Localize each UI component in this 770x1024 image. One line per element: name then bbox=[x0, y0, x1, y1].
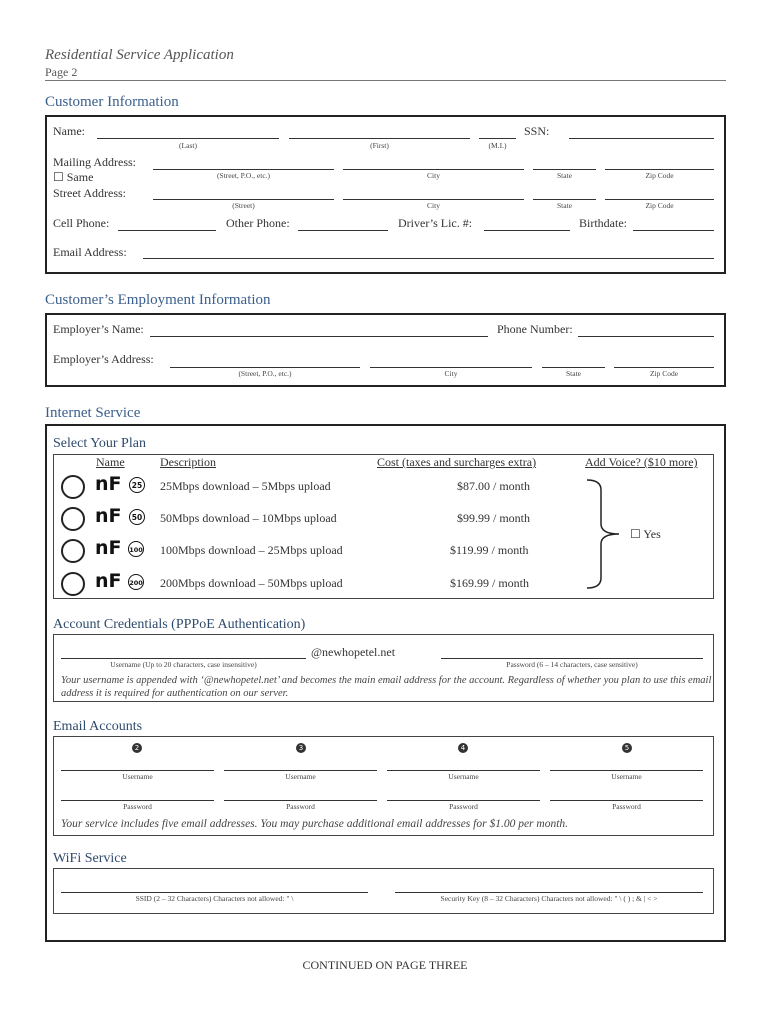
employer-name-field[interactable] bbox=[150, 336, 488, 337]
street-state-field[interactable] bbox=[533, 199, 596, 200]
email-5-password-field[interactable] bbox=[550, 800, 703, 801]
first-name-caption: (First) bbox=[370, 141, 389, 150]
street-zip-caption: Zip Code bbox=[645, 201, 674, 210]
plan-200-description: 200Mbps download – 50Mbps upload bbox=[160, 576, 343, 590]
email-2-username-caption: Username bbox=[122, 772, 153, 781]
mailing-zip-caption: Zip Code bbox=[645, 171, 674, 180]
plan-50-description: 50Mbps download – 10Mbps upload bbox=[160, 511, 337, 525]
email-3-username-field[interactable] bbox=[224, 770, 377, 771]
username-caption: Username (Up to 20 characters, case insensitive) bbox=[110, 660, 257, 669]
same-address-checkbox[interactable]: ☐ Same bbox=[53, 170, 94, 184]
col-description-header: Description bbox=[160, 455, 216, 469]
password-caption: Password (6 – 14 characters, case sensitive) bbox=[506, 660, 638, 669]
cell-phone-field[interactable] bbox=[118, 230, 216, 231]
page-number: Page 2 bbox=[45, 65, 78, 79]
street-address-label: Street Address: bbox=[53, 186, 126, 200]
header-rule bbox=[45, 80, 726, 81]
plan-25-logo: nF bbox=[95, 473, 122, 495]
col-voice-header: Add Voice? ($10 more) bbox=[585, 455, 698, 469]
email-3-password-field[interactable] bbox=[224, 800, 377, 801]
email-2-username-field[interactable] bbox=[61, 770, 214, 771]
plan-200-cost: $169.99 / month bbox=[450, 576, 530, 590]
mailing-street-field[interactable] bbox=[153, 169, 334, 170]
continued-note: CONTINUED ON PAGE THREE bbox=[302, 958, 468, 972]
last-name-field[interactable] bbox=[97, 138, 279, 139]
employer-phone-label: Phone Number: bbox=[497, 322, 573, 336]
employer-zip-field[interactable] bbox=[614, 367, 714, 368]
email-4-username-caption: Username bbox=[448, 772, 479, 781]
email-accounts-note: Your service includes five email addresses. You may purchase additional email addresses for $1.00 per month. bbox=[61, 818, 569, 830]
ssn-label: SSN: bbox=[524, 124, 550, 138]
employer-city-field[interactable] bbox=[370, 367, 532, 368]
email-4-number: 4 bbox=[458, 743, 468, 753]
employer-city-caption: City bbox=[444, 369, 458, 378]
first-name-field[interactable] bbox=[289, 138, 470, 139]
email-address-field[interactable] bbox=[143, 258, 714, 259]
email-accounts-title: Email Accounts bbox=[53, 719, 143, 734]
wifi-box bbox=[53, 868, 714, 914]
email-5-username-field[interactable] bbox=[550, 770, 703, 771]
email-address-label: Email Address: bbox=[53, 245, 127, 259]
employer-zip-caption: Zip Code bbox=[649, 369, 679, 378]
ssn-field[interactable] bbox=[569, 138, 714, 139]
plan-50-badge: 50 bbox=[129, 509, 145, 525]
cell-phone-label: Cell Phone: bbox=[53, 216, 110, 230]
employer-name-label: Employer’s Name: bbox=[53, 322, 144, 336]
employer-state-caption: State bbox=[566, 369, 581, 378]
ssid-caption: SSID (2 – 32 Characters) Characters not allowed: " \ bbox=[135, 894, 294, 903]
middle-initial-field[interactable] bbox=[479, 138, 516, 139]
plan-100-logo: nF bbox=[95, 537, 122, 559]
employer-street-field[interactable] bbox=[170, 367, 360, 368]
plan-50-cost: $99.99 / month bbox=[457, 511, 531, 525]
drivers-license-field[interactable] bbox=[484, 230, 570, 231]
middle-initial-caption: (M.I.) bbox=[488, 141, 507, 150]
pppoe-password-field[interactable] bbox=[441, 658, 703, 659]
email-5-username-caption: Username bbox=[611, 772, 642, 781]
drivers-license-label: Driver’s Lic. #: bbox=[398, 216, 473, 230]
mailing-address-label: Mailing Address: bbox=[53, 155, 136, 169]
mailing-state-caption: State bbox=[557, 171, 572, 180]
email-2-password-caption: Password bbox=[123, 802, 152, 811]
internet-service-title: Internet Service bbox=[45, 405, 141, 421]
street-caption: (Street) bbox=[232, 201, 255, 210]
security-key-caption: Security Key (8 – 32 Characters) Characters not allowed: " \ ( ) ; & | < > bbox=[440, 894, 658, 903]
plan-25-radio[interactable] bbox=[61, 475, 85, 499]
add-voice-checkbox[interactable]: ☐ Yes bbox=[630, 527, 661, 541]
street-city-caption: City bbox=[427, 201, 440, 210]
plan-100-radio[interactable] bbox=[61, 539, 85, 563]
mailing-city-caption: City bbox=[427, 171, 440, 180]
col-name-header: Name bbox=[96, 455, 125, 469]
name-label: Name: bbox=[53, 124, 85, 138]
plan-25-badge: 25 bbox=[129, 477, 145, 493]
street-zip-field[interactable] bbox=[605, 199, 714, 200]
email-2-number: 2 bbox=[132, 743, 142, 753]
domain-suffix: @newhopetel.net bbox=[311, 645, 396, 659]
plan-200-logo: nF bbox=[95, 570, 122, 592]
last-name-caption: (Last) bbox=[179, 141, 197, 150]
email-5-password-caption: Password bbox=[612, 802, 641, 811]
account-credentials-title: Account Credentials (PPPoE Authentication) bbox=[53, 617, 306, 632]
other-phone-field[interactable] bbox=[298, 230, 388, 231]
email-3-password-caption: Password bbox=[286, 802, 315, 811]
security-key-field[interactable] bbox=[395, 892, 703, 893]
document-title: Residential Service Application bbox=[45, 47, 234, 63]
email-2-password-field[interactable] bbox=[61, 800, 214, 801]
email-4-password-field[interactable] bbox=[387, 800, 540, 801]
plan-100-description: 100Mbps download – 25Mbps upload bbox=[160, 543, 343, 557]
voice-brace bbox=[585, 478, 625, 590]
employer-address-label: Employer’s Address: bbox=[53, 352, 154, 366]
other-phone-label: Other Phone: bbox=[226, 216, 290, 230]
wifi-service-title: WiFi Service bbox=[53, 851, 127, 866]
plan-25-description: 25Mbps download – 5Mbps upload bbox=[160, 479, 331, 493]
mailing-city-field[interactable] bbox=[343, 169, 524, 170]
plan-200-radio[interactable] bbox=[61, 572, 85, 596]
employer-state-field[interactable] bbox=[542, 367, 605, 368]
plan-100-badge: 100 bbox=[128, 541, 144, 557]
ssid-field[interactable] bbox=[61, 892, 368, 893]
email-4-password-caption: Password bbox=[449, 802, 478, 811]
plan-50-radio[interactable] bbox=[61, 507, 85, 531]
employer-phone-field[interactable] bbox=[578, 336, 714, 337]
mailing-street-caption: (Street, P.O., etc.) bbox=[216, 171, 271, 180]
plan-25-cost: $87.00 / month bbox=[457, 479, 531, 493]
street-field[interactable] bbox=[153, 199, 334, 200]
credentials-note: Your username is appended with ‘@newhopetel.net’ and becomes the main email address for the account. Regardless of whether you plan to use this email address it is required for authentication on our server. bbox=[61, 675, 712, 699]
plan-100-cost: $119.99 / month bbox=[450, 543, 529, 557]
pppoe-username-field[interactable] bbox=[61, 658, 306, 659]
email-3-username-caption: Username bbox=[285, 772, 316, 781]
mailing-state-field[interactable] bbox=[533, 169, 596, 170]
email-5-number: 5 bbox=[622, 743, 632, 753]
street-state-caption: State bbox=[557, 201, 572, 210]
plan-50-logo: nF bbox=[95, 505, 122, 527]
email-3-number: 3 bbox=[296, 743, 306, 753]
email-4-username-field[interactable] bbox=[387, 770, 540, 771]
employment-title: Customer’s Employment Information bbox=[45, 292, 271, 308]
employer-street-caption: (Street, P.O., etc.) bbox=[238, 369, 292, 378]
street-city-field[interactable] bbox=[343, 199, 524, 200]
plan-200-badge: 200 bbox=[128, 574, 144, 590]
select-plan-title: Select Your Plan bbox=[53, 436, 146, 451]
mailing-zip-field[interactable] bbox=[605, 169, 714, 170]
col-cost-header: Cost (taxes and surcharges extra) bbox=[377, 455, 537, 469]
customer-info-title: Customer Information bbox=[45, 94, 179, 110]
birthdate-label: Birthdate: bbox=[579, 216, 627, 230]
birthdate-field[interactable] bbox=[633, 230, 714, 231]
